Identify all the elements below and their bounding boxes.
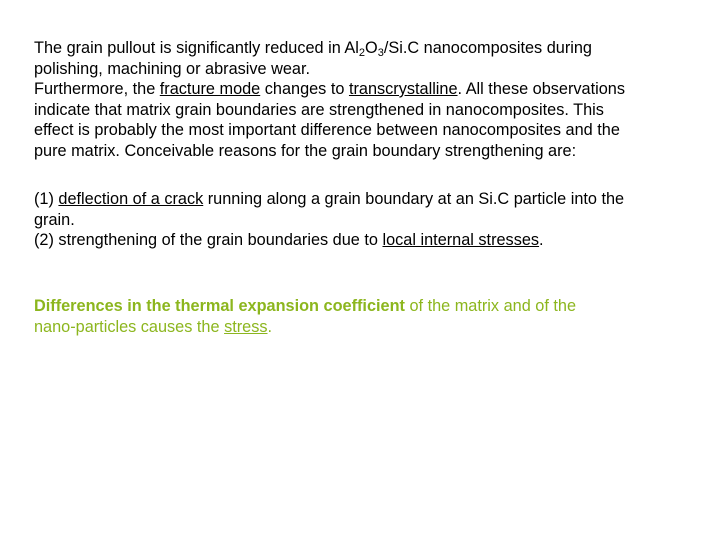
text-line: indicate that matrix grain boundaries are strengthened in nanocomposites. This bbox=[34, 100, 604, 119]
text-line: The grain pullout is significantly reduced in $Al_2O_3/Si.C$ nanocomposites during bbox=[34, 39, 592, 59]
text-line: pure matrix. Conceivable reasons for the grain boundary strengthening are: bbox=[34, 141, 577, 160]
highlight-thermal-expansion: Differences in the thermal expansion coefficient bbox=[34, 297, 405, 315]
text-line: polishing, machining or abrasive wear. bbox=[34, 59, 311, 78]
text-line: (1) deflection of a crack running along a grain boundary at an Si.C particle into the bbox=[34, 190, 625, 208]
paragraph-thermal-expansion bbox=[34, 296, 704, 337]
link-local-internal-stresses[interactable]: local internal stresses bbox=[382, 231, 540, 249]
paragraph-reasons bbox=[34, 189, 704, 251]
text-line: effect is probably the most important difference between nanocomposites and the bbox=[34, 121, 620, 139]
link-transcrystalline[interactable]: transcrystalline bbox=[348, 80, 458, 98]
link-stress[interactable]: stress bbox=[224, 317, 268, 336]
paragraph-grain-pullout bbox=[34, 38, 704, 161]
text-line: (2) strengthening of the grain boundaries due to local internal stresses. bbox=[34, 231, 544, 249]
link-deflection-of-a-crack[interactable]: deflection of a crack bbox=[58, 190, 204, 208]
link-fracture-mode[interactable]: fracture mode bbox=[159, 80, 261, 98]
text-line: Differences in the thermal expansion coefficient of the matrix and of the bbox=[34, 297, 577, 315]
text-line: Furthermore, the fracture mode changes to transcrystalline. All these observations bbox=[34, 80, 625, 98]
text-line: nano-particles causes the stress. bbox=[34, 317, 273, 336]
text-line: grain. bbox=[34, 210, 75, 229]
